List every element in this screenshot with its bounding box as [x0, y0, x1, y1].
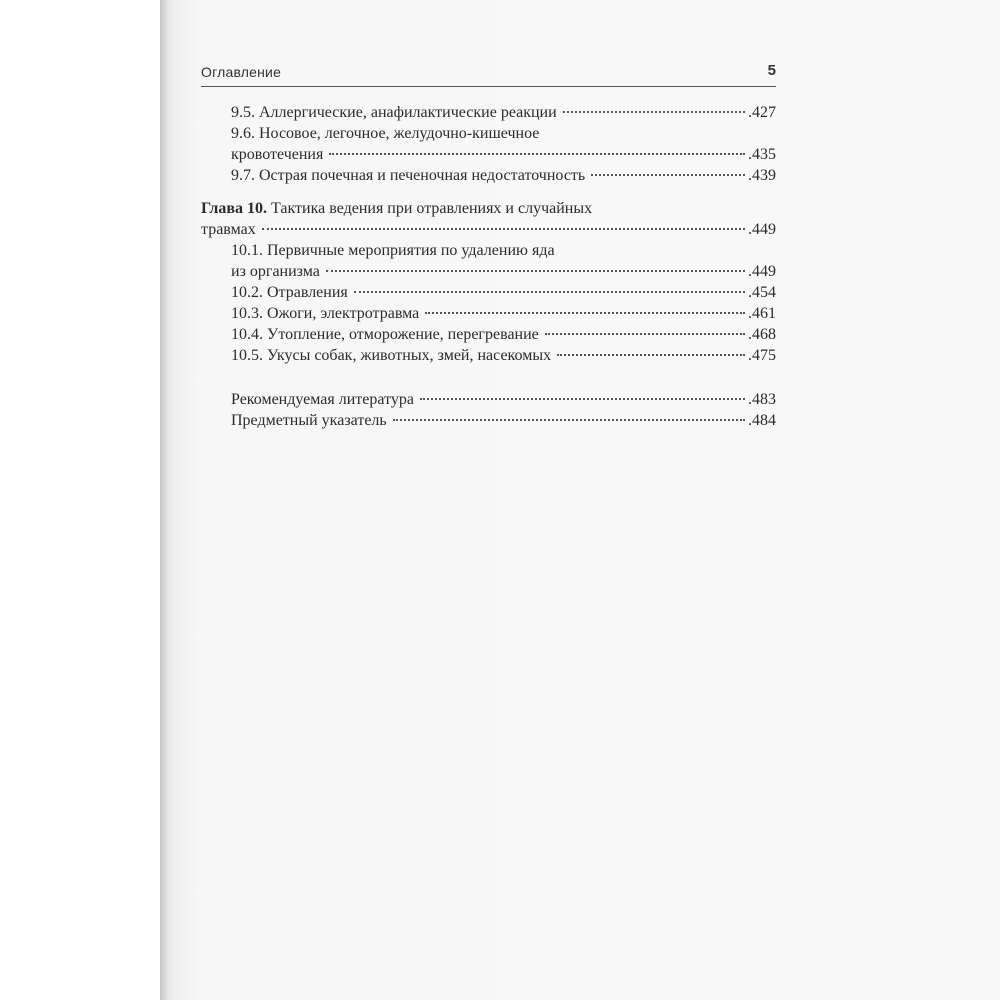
- toc-entry-page: .435: [748, 146, 776, 163]
- header-title: Оглавление: [201, 64, 282, 80]
- toc-entry-9-6-line1: [201, 123, 776, 144]
- leader-dots: [354, 291, 745, 293]
- toc-entry-9-6: [201, 144, 776, 165]
- toc-entry-text: 9.5. Аллергические, анафилактические реакции: [231, 104, 557, 121]
- chapter-label: Глава 10.: [201, 200, 267, 217]
- toc-entry-text: 10.4. Утопление, отморожение, перегревание: [231, 326, 539, 343]
- toc-entry-10-5: [201, 345, 776, 366]
- toc-entry-page: .427: [748, 104, 776, 121]
- toc-entry-text: 10.2. Отравления: [231, 284, 348, 301]
- toc-entry-text: Предметный указатель: [231, 412, 387, 429]
- toc-entry-10-4: [201, 324, 776, 345]
- toc-entry-literature: [201, 389, 776, 410]
- toc-entry-10-3: [201, 303, 776, 324]
- toc-entry-10-2: [201, 282, 776, 303]
- toc-entry-page: .449: [748, 263, 776, 280]
- toc-entry-text: травмах: [201, 221, 256, 238]
- toc-entry-9-7: [201, 165, 776, 186]
- toc-entry-page: .454: [748, 284, 776, 301]
- leader-dots: [425, 312, 745, 314]
- leader-dots: [557, 354, 745, 356]
- table-of-contents: [201, 102, 776, 431]
- toc-entry-text: 10.5. Укусы собак, животных, змей, насекомых: [231, 347, 552, 364]
- gutter-shadow: [160, 0, 168, 1000]
- leader-dots: [420, 398, 745, 400]
- toc-chapter-10-line1: [201, 198, 776, 219]
- toc-chapter-10: [201, 219, 776, 240]
- leader-dots: [262, 228, 745, 230]
- toc-entry-text: 10.1. Первичные мероприятия по удалению яда: [231, 242, 555, 259]
- toc-entry-page: .461: [748, 305, 776, 322]
- header-page-number: 5: [767, 62, 776, 79]
- leader-dots: [393, 419, 745, 421]
- toc-entry-page: .468: [748, 326, 776, 343]
- toc-entry-9-5: [201, 102, 776, 123]
- running-header: [201, 62, 776, 87]
- toc-entry-page: .483: [748, 391, 776, 408]
- toc-entry-text: Тактика ведения при отравлениях и случайных: [267, 200, 593, 217]
- toc-entry-text: 9.6. Носовое, легочное, желудочно-кишечное: [231, 125, 540, 142]
- toc-entry-text: Рекомендуемая литература: [231, 391, 414, 408]
- toc-entry-page: .475: [748, 347, 776, 364]
- leader-dots: [329, 153, 745, 155]
- toc-entry-text: из организма: [231, 263, 320, 280]
- toc-entry-text: 9.7. Острая почечная и печеночная недостаточность: [231, 167, 586, 184]
- toc-entry-text: 10.3. Ожоги, электротравма: [231, 305, 420, 322]
- leader-dots: [591, 174, 745, 176]
- toc-entry-text: кровотечения: [231, 146, 324, 163]
- toc-entry-10-1-line1: [201, 240, 776, 261]
- toc-entry-10-1: [201, 261, 776, 282]
- leader-dots: [545, 333, 745, 335]
- toc-entry-page: .484: [748, 412, 776, 429]
- leader-dots: [563, 111, 745, 113]
- leader-dots: [326, 270, 745, 272]
- toc-entry-page: .439: [748, 167, 776, 184]
- toc-entry-page: .449: [748, 221, 776, 238]
- toc-entry-index: [201, 410, 776, 431]
